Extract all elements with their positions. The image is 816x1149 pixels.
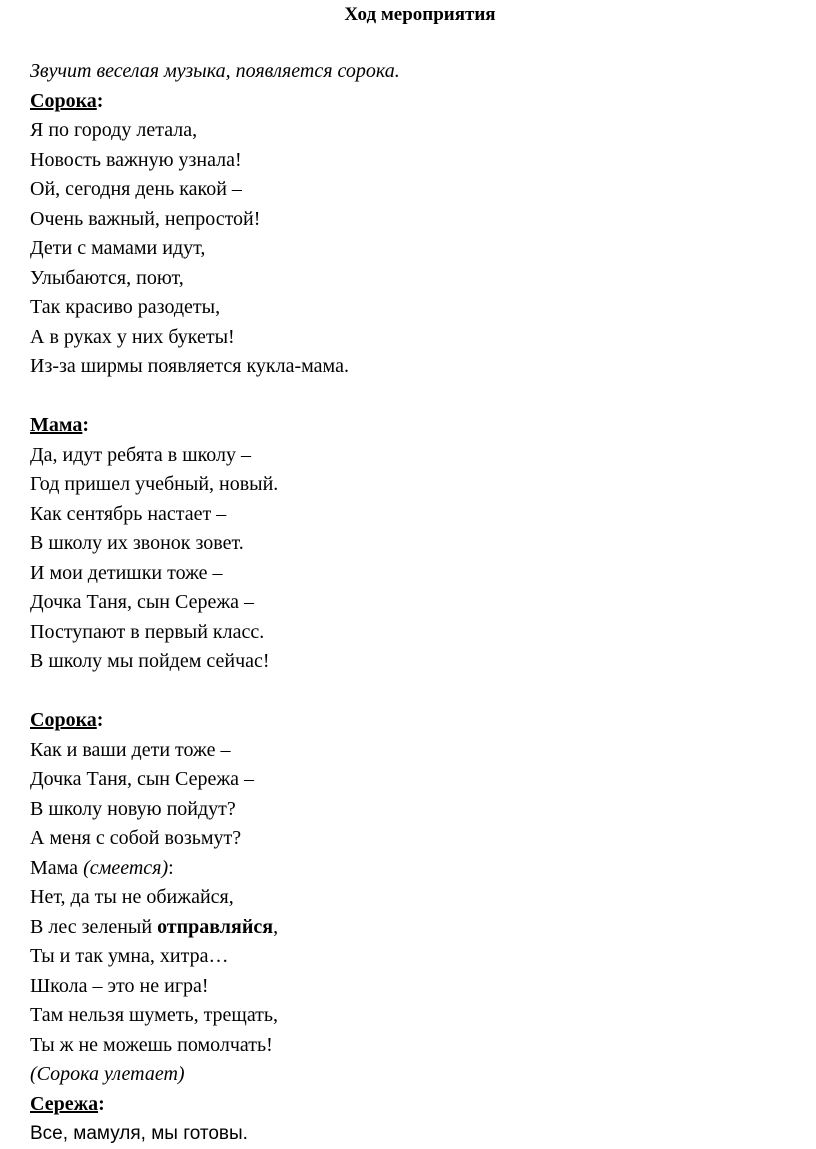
speaker-heading-soroka: Сорока: bbox=[30, 709, 104, 731]
speaker-heading-serezha: Сережа: bbox=[30, 1092, 105, 1115]
verse-fragment: , bbox=[273, 915, 279, 938]
blank-line bbox=[30, 677, 800, 707]
blank-line bbox=[30, 382, 800, 412]
verse-line: Да, идут ребята в школу – bbox=[30, 443, 252, 466]
verse-line: Все, мамуля, мы готовы. bbox=[30, 1123, 248, 1144]
verse-line: А в руках у них букеты! bbox=[30, 325, 235, 348]
speaker-name: Сорока bbox=[30, 89, 97, 112]
speaker-heading-soroka: Сорока: bbox=[30, 89, 104, 112]
verse-line: В школу мы пойдем сейчас! bbox=[30, 650, 270, 672]
verse-line: Новость важную узнала! bbox=[30, 148, 242, 171]
verse-line: Как и ваши дети тоже – bbox=[30, 738, 231, 761]
verse-line: Ой, сегодня день какой – bbox=[30, 178, 242, 200]
verse-line: Как сентябрь настает – bbox=[30, 502, 227, 525]
verse-line: Дочка Таня, сын Сережа – bbox=[30, 591, 255, 613]
verse-line: Год пришел учебный, новый. bbox=[30, 473, 279, 495]
verse-line: Ты и так умна, хитра… bbox=[30, 945, 229, 967]
verse-fragment: В лес зеленый bbox=[30, 915, 158, 938]
mama-inline-speaker bbox=[30, 854, 800, 884]
verse-bold-word: отправляйся bbox=[157, 915, 274, 938]
stage-direction-intro: Звучит веселая музыка, появляется сорока. bbox=[30, 60, 400, 82]
speaker-name: Мама bbox=[30, 414, 83, 436]
verse-line: А меня с собой возьмут? bbox=[30, 827, 242, 849]
verse-line-forest bbox=[30, 913, 800, 943]
verse-line: Нет, да ты не обижайся, bbox=[30, 886, 234, 908]
script-body bbox=[30, 57, 800, 1149]
stage-direction-inline: (смеется) bbox=[83, 856, 169, 879]
verse-line: Дочка Таня, сын Сережа – bbox=[30, 768, 255, 790]
verse-line: Поступают в первый класс. bbox=[30, 620, 265, 643]
verse-line: Дети с мамами идут, bbox=[30, 237, 206, 259]
verse-line: Так красиво разодеты, bbox=[30, 296, 221, 318]
verse-line: В школу их звонок зовет. bbox=[30, 532, 244, 554]
verse-line: Ты ж не можешь помолчать! bbox=[30, 1033, 273, 1056]
stage-direction-exit: (Сорока улетает) bbox=[30, 1063, 185, 1085]
document-title: Ход мероприятия bbox=[344, 4, 496, 25]
speaker-name: Мама bbox=[30, 856, 79, 879]
verse-line: Школа – это не игра! bbox=[30, 974, 209, 997]
stage-direction: Из-за ширмы появляется кукла-мама. bbox=[30, 355, 349, 377]
verse-line: В школу новую пойдут? bbox=[30, 797, 236, 820]
speaker-name: Сережа bbox=[30, 1092, 99, 1115]
verse-line: Я по городу летала, bbox=[30, 119, 198, 141]
verse-line: И мои детишки тоже – bbox=[30, 561, 223, 584]
verse-line: Там нельзя шуметь, трещать, bbox=[30, 1004, 279, 1026]
speaker-name: Сорока bbox=[30, 709, 97, 731]
verse-line: Улыбаются, поют, bbox=[30, 266, 184, 289]
speaker-heading-mama: Мама: bbox=[30, 414, 90, 436]
verse-line: Очень важный, непростой! bbox=[30, 207, 261, 230]
colon: : bbox=[168, 856, 174, 879]
